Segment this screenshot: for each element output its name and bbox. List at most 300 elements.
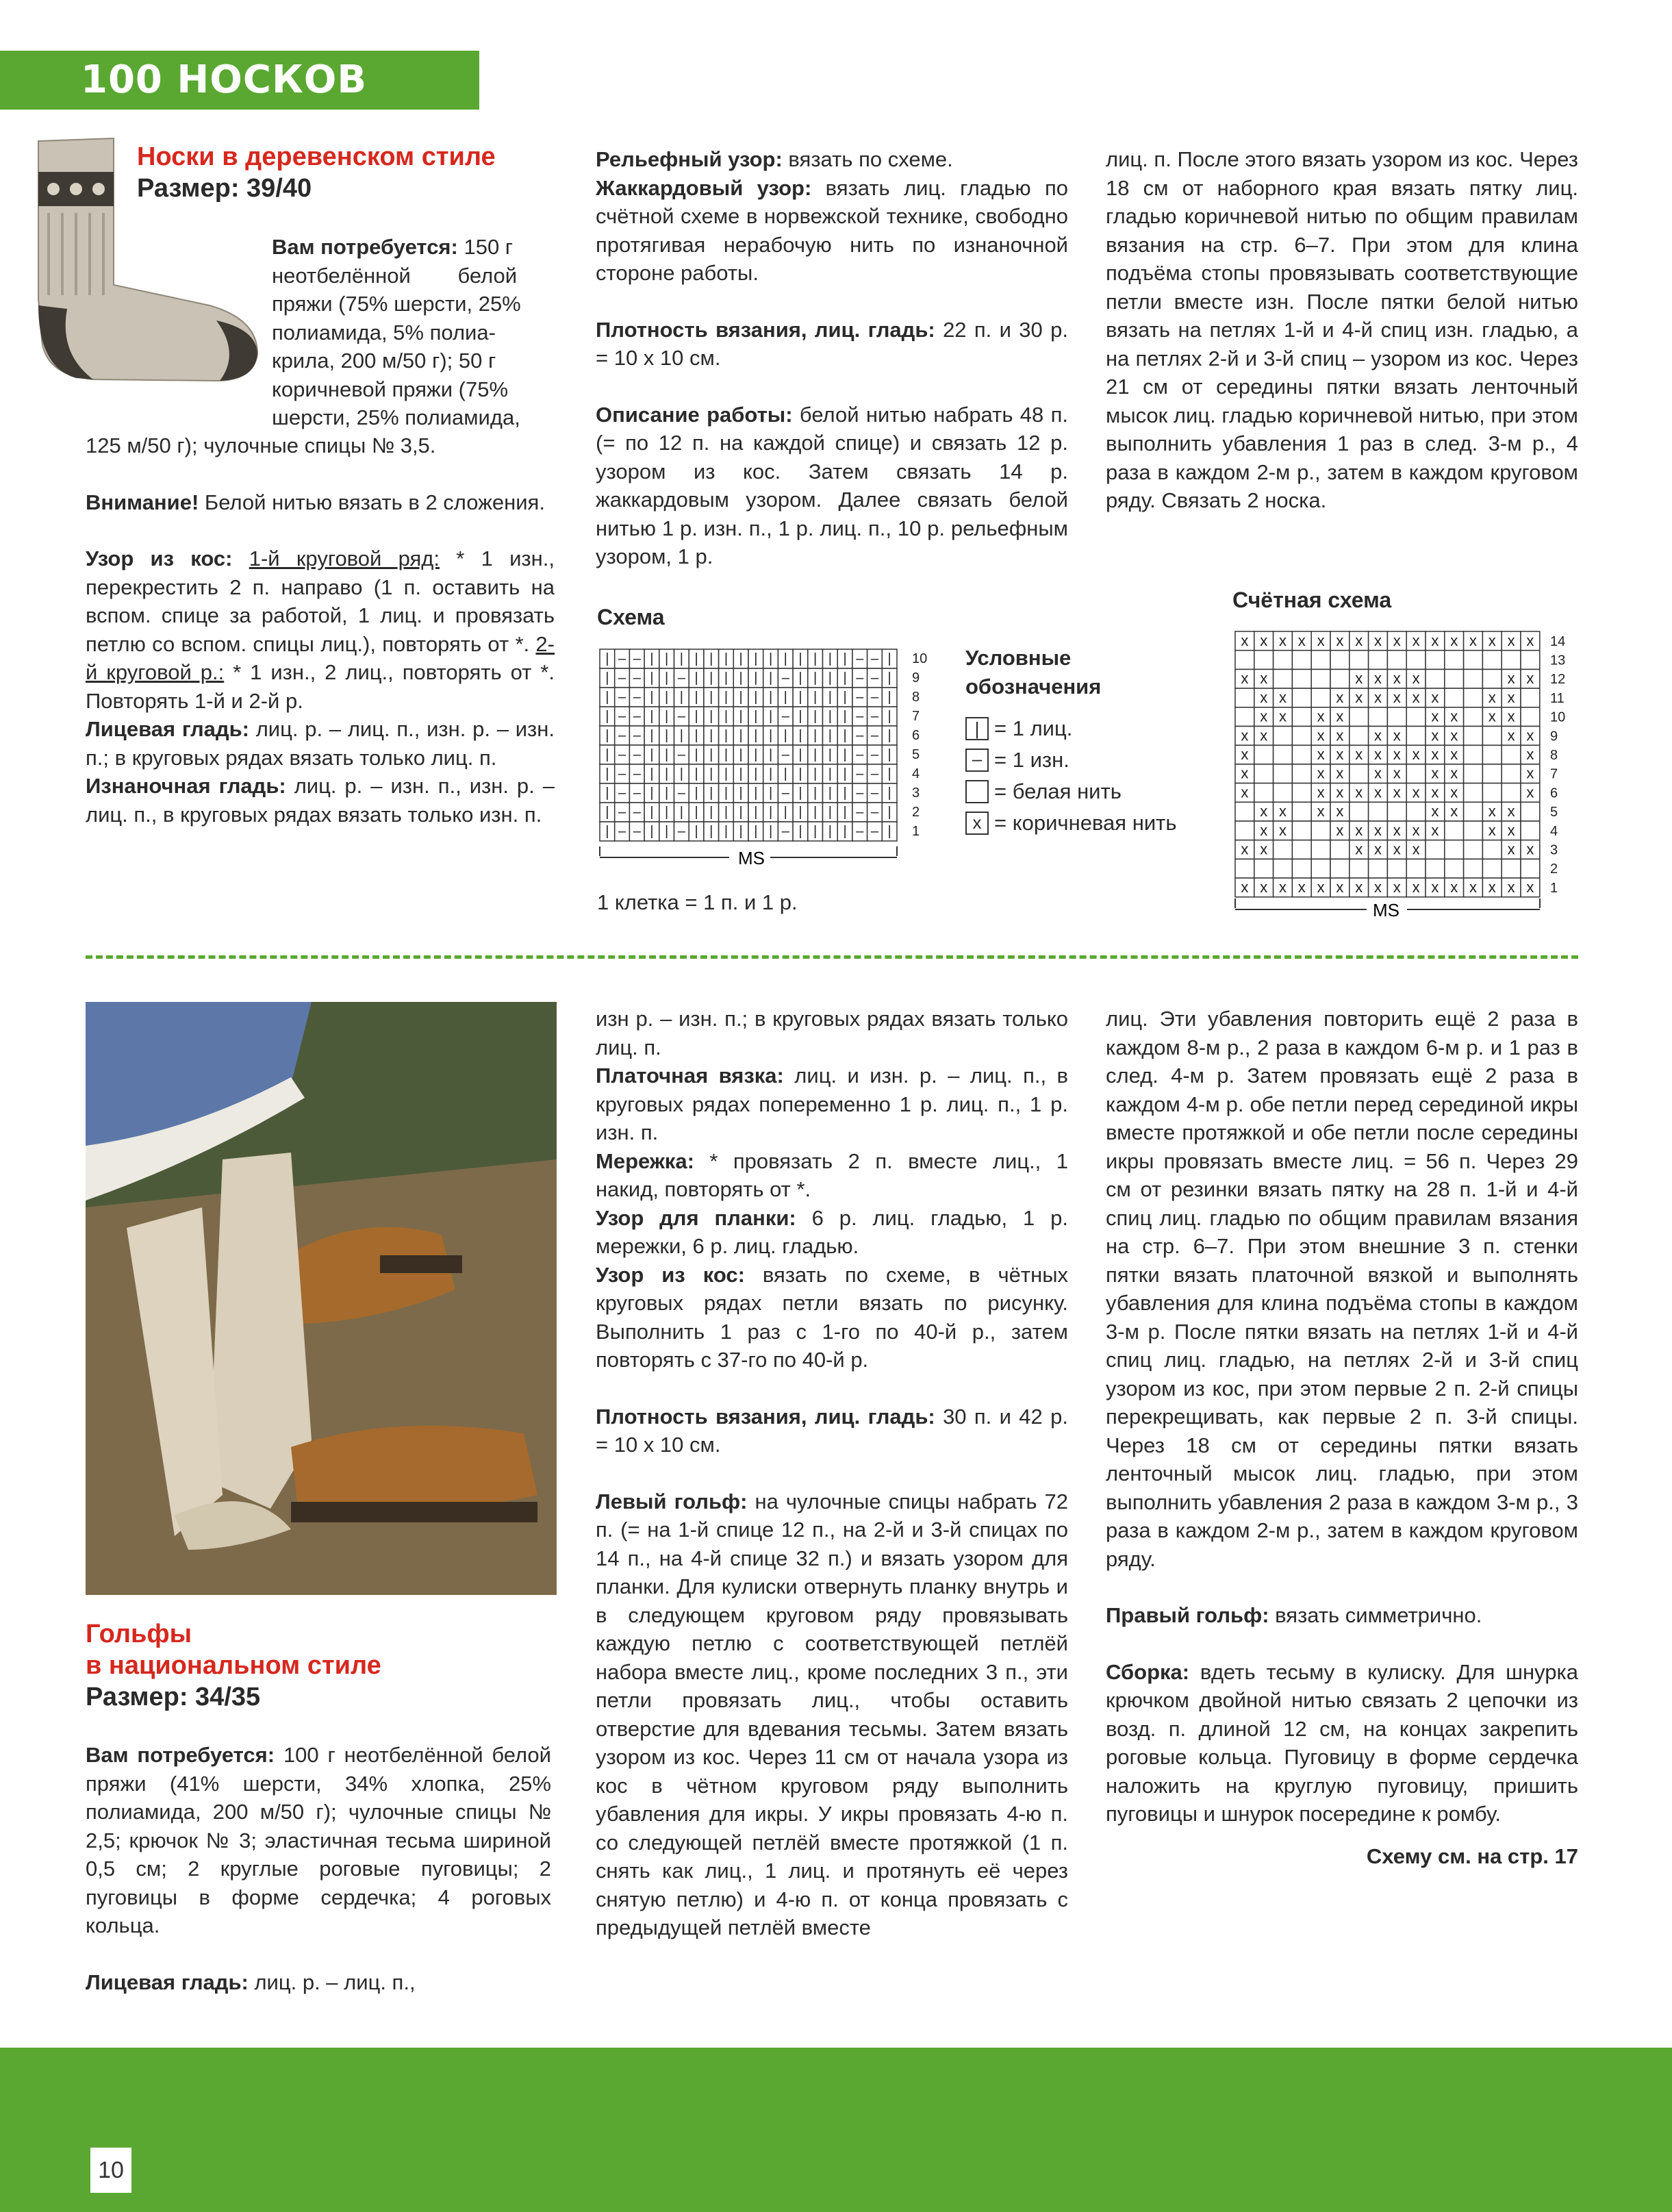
svg-text:|: | xyxy=(887,785,891,801)
svg-text:–: – xyxy=(870,651,879,667)
svg-text:x: x xyxy=(1297,878,1306,896)
svg-text:–: – xyxy=(856,785,864,801)
svg-text:x: x xyxy=(1336,878,1344,896)
svg-text:|: | xyxy=(813,651,818,667)
svg-text:x: x xyxy=(1526,631,1534,649)
svg-text:x: x xyxy=(1241,745,1249,763)
gauge-label: Плотность вязания, лиц. гладь: xyxy=(596,1404,935,1429)
svg-text:–: – xyxy=(856,747,864,763)
cables-row1-text: * 1 изн., перекрестить 2 п. направо (1 п. оставить на вспом. спице за работой, 1 лиц. и провязать петлю со вспом. спицы лиц.), повторять от *. xyxy=(86,546,555,656)
row-number: 1 xyxy=(1550,880,1558,896)
svg-text:x: x xyxy=(1450,764,1458,782)
svg-text:x: x xyxy=(1507,688,1515,706)
svg-text:–: – xyxy=(618,670,626,686)
relief-label: Рельефный узор: xyxy=(596,147,783,171)
svg-text:x: x xyxy=(1355,631,1363,649)
svg-text:|: | xyxy=(665,690,669,705)
scheme-label: Схема xyxy=(597,605,665,629)
svg-text:|: | xyxy=(828,690,832,705)
materials-text: 100 г неотбелённой белой пряжи (41% шерсти, 34% хлопка, 25% полиамида, 200 м/50 г); чулочные спицы № 2,5; крючок № 3; эластичная тесьма шириной 0,5 см; 2 круглые роговые пуговицы; 2 пуговицы в форме сердечка; 4 роговых кольца. xyxy=(86,1743,551,1937)
svg-text:|: | xyxy=(754,805,758,820)
svg-text:|: | xyxy=(650,690,654,705)
materials-line: 125 м/50 г); чулочные спицы № 3,5. xyxy=(86,433,436,457)
svg-text:x: x xyxy=(1526,840,1534,858)
instructions-continued: лиц. п. После этого вязать узором из кос. Через 18 см от наборного края вязать пятку лиц. гладью коричневой нитью по общим правилам вязания на стр. 6–7. При этом для клина подъёма стопы провязывать соответствующие петли вместе изн. После пятки белой нитью вязать на петлях 1-й и 4-й спиц изн. гладью, а на петлях 2-й и 3-й спиц – узором из кос. Через 21 см от середины пятки вязать ленточный мысок лиц. гладью коричневой нитью, при этом выполнить убавления 1 раз в след. 3-м р., 4 раза в каждом 2-м р., затем в каждом круговом ряду. Связать 2 носка. xyxy=(1106,147,1578,512)
article1-materials xyxy=(272,233,556,432)
svg-text:|: | xyxy=(887,651,891,667)
svg-text:|: | xyxy=(709,747,713,763)
svg-text:–: – xyxy=(856,670,864,686)
attention-label: Внимание! xyxy=(86,490,199,514)
svg-text:x: x xyxy=(1507,727,1515,744)
svg-text:x: x xyxy=(1241,878,1249,896)
svg-text:|: | xyxy=(783,805,787,820)
svg-text:x: x xyxy=(1450,631,1458,649)
svg-text:|: | xyxy=(694,728,698,744)
svg-text:x: x xyxy=(1507,878,1515,896)
svg-text:|: | xyxy=(798,709,802,725)
materials-line: крила, 200 м/50 г); 50 г xyxy=(272,349,496,373)
svg-text:|: | xyxy=(605,690,609,705)
svg-text:|: | xyxy=(828,728,832,744)
svg-text:|: | xyxy=(605,651,609,667)
svg-text:x: x xyxy=(1374,688,1382,706)
svg-text:|: | xyxy=(813,824,818,840)
svg-text:|: | xyxy=(843,785,847,801)
svg-text:x: x xyxy=(1526,764,1534,782)
row-number: 12 xyxy=(1550,672,1566,688)
svg-text:–: – xyxy=(856,709,864,725)
svg-text:|: | xyxy=(605,824,609,840)
svg-text:|: | xyxy=(605,728,609,744)
svg-text:x: x xyxy=(1374,764,1382,782)
row-number: 13 xyxy=(1550,653,1566,668)
cell-note: 1 клетка = 1 п. и 1 р. xyxy=(597,890,798,914)
svg-text:x: x xyxy=(1260,707,1268,725)
svg-text:|: | xyxy=(798,728,802,744)
svg-text:–: – xyxy=(618,728,626,744)
relief-row-numbers xyxy=(912,651,927,839)
svg-text:x: x xyxy=(1393,727,1401,744)
svg-text:x: x xyxy=(1412,745,1420,763)
svg-text:x: x xyxy=(1488,878,1496,896)
svg-text:x: x xyxy=(1374,840,1382,858)
svg-text:x: x xyxy=(1431,631,1439,649)
row-number: 4 xyxy=(912,766,920,782)
svg-text:x: x xyxy=(1450,783,1458,801)
row-number: 14 xyxy=(1550,633,1566,649)
svg-text:–: – xyxy=(856,766,864,782)
svg-text:–: – xyxy=(856,728,864,744)
svg-text:|: | xyxy=(843,805,847,820)
svg-text:|: | xyxy=(694,824,698,840)
svg-text:|: | xyxy=(694,766,698,782)
svg-text:x: x xyxy=(1507,707,1515,725)
svg-text:|: | xyxy=(605,670,609,686)
description-text: белой нитью набрать 48 п. (= по 12 п. на каждой спице) и связать 12 р. узором из кос. Затем связать 14 р. жаккардовым узором. Далее связать белой нитью 1 р. изн. п., 1 р. лиц. п., 10 р. рельефным узором, 1 р. xyxy=(596,402,1068,568)
article2-size: Размер: 34/35 xyxy=(86,1683,261,1711)
svg-text:–: – xyxy=(618,747,626,763)
svg-text:x: x xyxy=(1374,727,1382,744)
svg-text:|: | xyxy=(724,824,729,840)
row-number: 7 xyxy=(1550,766,1558,782)
svg-text:x: x xyxy=(1336,783,1344,801)
svg-text:|: | xyxy=(665,824,669,840)
svg-text:|: | xyxy=(887,728,891,744)
svg-text:x: x xyxy=(1393,631,1401,649)
cables-text: вязать по схеме, в чётных круговых рядах петли вязать по рисунку. Выполнить 1 раз с 1-го по 40-й р., затем повторять с 37-го по 40-й р. xyxy=(596,1262,1068,1372)
row-number: 1 xyxy=(912,824,920,840)
svg-text:|: | xyxy=(768,824,773,840)
article1-size: Размер: 39/40 xyxy=(137,174,312,203)
stockinette-label: Лицевая гладь: xyxy=(86,717,249,741)
row-number: 9 xyxy=(1550,729,1558,744)
svg-text:|: | xyxy=(709,728,713,744)
stockinette-label: Лицевая гладь: xyxy=(86,1970,249,1994)
svg-text:|: | xyxy=(798,747,802,763)
count-ms-label: MS xyxy=(1373,900,1399,920)
svg-text:|: | xyxy=(887,747,891,763)
cables-label: Узор из кос: xyxy=(596,1262,745,1287)
svg-text:|: | xyxy=(679,690,683,705)
cables-row2-label: 2-й круговой р.: xyxy=(86,631,555,684)
legend-item-brown xyxy=(965,807,1226,839)
svg-text:|: | xyxy=(739,670,743,686)
svg-text:|: | xyxy=(650,670,654,686)
legend-text: = коричневая нить xyxy=(994,811,1177,835)
svg-text:–: – xyxy=(633,766,641,782)
article1-title: Носки в деревенском стиле xyxy=(137,142,496,171)
svg-text:x: x xyxy=(1260,878,1268,896)
jacquard-text: вязать лиц. гладью по счётной схеме в норвежской технике, свободно протягивая нерабочую нить по изнаночной стороне работы. xyxy=(596,175,1068,285)
svg-text:x: x xyxy=(1336,707,1344,725)
svg-text:|: | xyxy=(650,785,654,801)
svg-text:|: | xyxy=(724,728,729,744)
svg-text:x: x xyxy=(1431,803,1439,820)
stockinette-text: лиц. р. – лиц. п., xyxy=(254,1970,416,1994)
materials-label: Вам потребуется: xyxy=(272,235,458,259)
svg-text:|: | xyxy=(724,651,729,667)
svg-text:x: x xyxy=(1374,631,1382,649)
svg-text:|: | xyxy=(887,824,891,840)
section-banner xyxy=(0,51,479,110)
svg-text:x: x xyxy=(1450,803,1458,820)
instructions-continued: лиц. Эти убавления повторить ещё 2 раза в каждом 8-м р., 2 раза в каждом 6-м р. и 1 раз в след. 4-м р. Затем провязать ещё 2 раза в каждом 4-м р. обе петли перед серединой икры вместе протяжкой и обе петли после середины икры провязать вместе лиц. = 56 п. Через 29 см от резинки вязать пятку на 28 п. 1-й и 4-й спиц лиц. гладью по общим правилам вязания на стр. 6–7. При этом внешние 3 п. стенки пятки вязать платочной вязкой и выполнять убавления для клина подъёма стопы в каждом 3-м р. После пятки вязать на петлях 1-й и 4-й спиц лиц. гладью, на петлях 2-й и 3-й спиц узором из кос, при этом первые 2 п. 2-й спицы перекрещивать, как первые 2 п. 3-й спицы. Через 18 см от середины пятки вязать ленточный мысок лиц. гладью, при этом выполнить убавления 2 раза в каждом 3-м р., 3 раза в каждом 2-м р., затем в каждом круговом ряду. xyxy=(1106,1007,1578,1571)
row-number: 10 xyxy=(1550,709,1566,725)
svg-text:|: | xyxy=(754,670,758,686)
svg-text:|: | xyxy=(768,785,773,801)
materials-line: неотбелённой белой xyxy=(272,263,518,288)
svg-text:x: x xyxy=(1336,821,1344,839)
svg-text:|: | xyxy=(724,670,729,686)
stockinette-text: изн р. – изн. п.; в круговых рядах вязать только лиц. п. xyxy=(596,1007,1068,1059)
row-number: 11 xyxy=(1550,690,1565,706)
svg-text:|: | xyxy=(724,785,729,801)
stockinette-text: лиц. р. – лиц. п., изн. р. – изн. п.; в круговых рядах вязать только лиц. п. xyxy=(86,717,555,770)
cables-label: Узор из кос: xyxy=(86,546,233,570)
svg-text:x: x xyxy=(1393,670,1401,688)
svg-text:|: | xyxy=(887,709,891,725)
count-grid xyxy=(1235,631,1540,897)
svg-text:x: x xyxy=(1507,803,1515,820)
svg-text:|: | xyxy=(768,766,773,782)
svg-text:|: | xyxy=(724,709,729,725)
svg-text:|: | xyxy=(605,709,609,725)
materials-line: полиамида, 5% полиа- xyxy=(272,320,496,344)
svg-text:x: x xyxy=(1431,821,1439,839)
svg-text:|: | xyxy=(709,690,713,705)
svg-text:|: | xyxy=(724,766,729,782)
svg-text:–: – xyxy=(633,805,641,820)
legend xyxy=(965,644,1226,839)
svg-text:|: | xyxy=(828,805,832,820)
svg-text:|: | xyxy=(694,805,698,820)
svg-text:–: – xyxy=(781,670,789,686)
svg-text:|: | xyxy=(813,766,818,782)
svg-text:x: x xyxy=(1355,878,1363,896)
svg-text:x: x xyxy=(1507,670,1515,688)
svg-text:x: x xyxy=(1355,688,1363,706)
svg-text:|: | xyxy=(754,728,758,744)
svg-text:|: | xyxy=(828,785,832,801)
svg-text:–: – xyxy=(633,709,641,725)
svg-text:|: | xyxy=(768,709,773,725)
legend-text: = 1 лиц. xyxy=(994,716,1073,741)
eyelet-label: Мережка: xyxy=(596,1148,694,1173)
svg-text:|: | xyxy=(739,690,743,705)
svg-text:–: – xyxy=(618,805,626,820)
svg-text:x: x xyxy=(1260,688,1268,706)
svg-text:x: x xyxy=(1260,840,1268,858)
svg-text:|: | xyxy=(843,728,847,744)
svg-text:|: | xyxy=(694,651,698,667)
svg-text:–: – xyxy=(633,824,641,840)
placket-label: Узор для планки: xyxy=(596,1205,796,1230)
svg-text:–: – xyxy=(677,709,685,725)
svg-text:|: | xyxy=(739,824,743,840)
svg-text:–: – xyxy=(633,728,641,744)
jacquard-label: Жаккардовый узор: xyxy=(596,175,812,200)
counted-scheme-label: Счётная схема xyxy=(1232,588,1392,612)
svg-text:x: x xyxy=(1526,727,1534,744)
svg-text:|: | xyxy=(813,747,818,763)
svg-text:x: x xyxy=(1393,764,1401,782)
svg-text:|: | xyxy=(665,805,669,820)
attention-text: Белой нитью вязать в 2 сложения. xyxy=(204,490,545,514)
svg-text:x: x xyxy=(1393,878,1401,896)
svg-text:|: | xyxy=(650,747,654,763)
svg-text:|: | xyxy=(843,670,847,686)
row-number: 3 xyxy=(1550,842,1558,858)
assembly-label: Сборка: xyxy=(1106,1659,1190,1684)
svg-text:x: x xyxy=(1317,745,1325,763)
svg-text:–: – xyxy=(618,824,626,840)
row-number: 6 xyxy=(912,728,920,744)
svg-text:|: | xyxy=(783,728,787,744)
knee-socks-photo xyxy=(86,1002,557,1595)
svg-text:|: | xyxy=(709,766,713,782)
svg-text:|: | xyxy=(650,728,654,744)
row-number: 4 xyxy=(1550,823,1558,839)
svg-text:–: – xyxy=(870,824,879,840)
svg-text:|: | xyxy=(709,785,713,801)
legend-item-purl xyxy=(965,744,1226,776)
svg-text:–: – xyxy=(781,709,789,725)
svg-text:x: x xyxy=(1488,631,1496,649)
svg-text:|: | xyxy=(768,690,773,705)
svg-text:|: | xyxy=(665,766,669,782)
svg-text:|: | xyxy=(754,690,758,705)
svg-text:–: – xyxy=(856,651,864,667)
svg-text:x: x xyxy=(1450,727,1458,744)
row-number: 2 xyxy=(912,805,920,820)
row-number: 6 xyxy=(1550,785,1558,801)
svg-text:|: | xyxy=(694,785,698,801)
svg-text:|: | xyxy=(768,670,773,686)
svg-text:|: | xyxy=(843,690,847,705)
svg-text:x: x xyxy=(1336,727,1344,744)
svg-text:–: – xyxy=(781,785,789,801)
svg-text:x: x xyxy=(1355,821,1363,839)
svg-text:–: – xyxy=(618,785,626,801)
banner-title: 100 НОСКОВ xyxy=(81,58,368,102)
row-number: 8 xyxy=(1550,747,1558,763)
svg-text:x: x xyxy=(1355,670,1363,688)
svg-text:x: x xyxy=(1431,764,1439,782)
svg-text:–: – xyxy=(618,651,626,667)
svg-text:|: | xyxy=(768,728,773,744)
svg-text:x: x xyxy=(1241,727,1249,744)
svg-text:|: | xyxy=(679,805,683,820)
svg-text:–: – xyxy=(856,805,864,820)
svg-text:–: – xyxy=(633,785,641,801)
svg-text:–: – xyxy=(677,785,685,801)
svg-text:|: | xyxy=(798,824,802,840)
svg-text:x: x xyxy=(1336,764,1344,782)
svg-text:x: x xyxy=(1412,783,1420,801)
gauge-text: 22 п. и 30 р. = 10 х 10 см. xyxy=(596,317,1068,370)
svg-text:x: x xyxy=(1488,821,1496,839)
svg-text:|: | xyxy=(798,805,802,820)
materials-line: шерсти, 25% полиамида, xyxy=(272,405,520,429)
svg-text:x: x xyxy=(1412,670,1420,688)
svg-text:x: x xyxy=(1355,783,1363,801)
svg-text:|: | xyxy=(679,766,683,782)
svg-text:|: | xyxy=(828,670,832,686)
row-number: 7 xyxy=(912,709,920,725)
svg-text:|: | xyxy=(798,785,802,801)
reverse-stockinette-text: лиц. р. – изн. п., изн. р. – лиц. п., в круговых рядах вязать только изн. п. xyxy=(86,774,555,827)
svg-text:–: – xyxy=(633,670,641,686)
article2-title: Гольфы xyxy=(86,1620,192,1648)
svg-text:x: x xyxy=(1374,783,1382,801)
legend-title: Условные xyxy=(965,646,1072,670)
svg-text:|: | xyxy=(665,785,669,801)
svg-text:|: | xyxy=(739,747,743,763)
svg-text:–: – xyxy=(870,690,879,705)
svg-text:–: – xyxy=(618,709,626,725)
svg-text:|: | xyxy=(783,690,787,705)
svg-text:|: | xyxy=(754,824,758,840)
svg-text:|: | xyxy=(843,651,847,667)
row-number: 8 xyxy=(912,690,920,705)
svg-text:–: – xyxy=(870,785,879,801)
svg-text:x: x xyxy=(1336,803,1344,820)
counted-chart xyxy=(1232,629,1575,930)
svg-text:x: x xyxy=(1374,821,1382,839)
svg-text:x: x xyxy=(1412,821,1420,839)
svg-text:x: x xyxy=(1469,631,1477,649)
eyelet-text: * провязать 2 п. вместе лиц., 1 накид, повторять от *. xyxy=(596,1148,1068,1201)
svg-text:|: | xyxy=(709,824,713,840)
svg-text:|: | xyxy=(754,785,758,801)
cables-row2-text: * 1 изн., 2 лиц., повторять от *. Повторять 1-й и 2-й р. xyxy=(86,660,555,713)
svg-text:|: | xyxy=(650,766,654,782)
article2-title: в национальном стиле xyxy=(86,1651,381,1680)
svg-text:|: | xyxy=(739,805,743,820)
reverse-stockinette-label: Изнаночная гладь: xyxy=(86,774,286,798)
svg-text:x: x xyxy=(1336,688,1344,706)
row-number: 5 xyxy=(912,747,920,763)
svg-text:x: x xyxy=(1279,878,1287,896)
svg-text:|: | xyxy=(650,709,654,725)
svg-text:–: – xyxy=(870,805,879,820)
svg-text:|: | xyxy=(754,709,758,725)
svg-text:–: – xyxy=(856,824,864,840)
legend-text: = белая нить xyxy=(994,779,1122,804)
svg-text:|: | xyxy=(724,747,729,763)
materials-line: пряжи (75% шерсти, 25% xyxy=(272,292,521,316)
svg-text:x: x xyxy=(1393,840,1401,858)
svg-text:|: | xyxy=(887,690,891,705)
svg-text:|: | xyxy=(724,805,729,820)
svg-text:x: x xyxy=(1412,631,1420,649)
svg-text:x: x xyxy=(1412,688,1420,706)
svg-text:|: | xyxy=(739,728,743,744)
svg-text:x: x xyxy=(1260,821,1268,839)
svg-text:x: x xyxy=(1393,783,1401,801)
svg-text:x: x xyxy=(1526,670,1534,688)
svg-text:x: x xyxy=(1374,878,1382,896)
svg-text:x: x xyxy=(1317,783,1325,801)
svg-text:x: x xyxy=(1507,821,1515,839)
svg-text:x: x xyxy=(1412,840,1420,858)
svg-text:x: x xyxy=(1279,707,1287,725)
svg-text:x: x xyxy=(1336,631,1344,649)
svg-text:x: x xyxy=(1450,878,1458,896)
placket-text: 6 р. лиц. гладью, 1 р. мережки, 6 р. лиц. гладью. xyxy=(596,1205,1068,1258)
svg-text:x: x xyxy=(1260,670,1268,688)
svg-text:|: | xyxy=(828,747,832,763)
right-sock-text: вязать симметрично. xyxy=(1275,1603,1482,1627)
relief-chart xyxy=(596,644,952,877)
svg-text:|: | xyxy=(665,728,669,744)
svg-text:–: – xyxy=(677,747,685,763)
svg-text:–: – xyxy=(856,690,864,705)
legend-text: = 1 изн. xyxy=(994,748,1069,772)
svg-text:|: | xyxy=(768,747,773,763)
svg-text:–: – xyxy=(781,824,789,840)
svg-text:|: | xyxy=(709,670,713,686)
svg-text:|: | xyxy=(783,651,787,667)
gauge-label: Плотность вязания, лиц. гладь: xyxy=(596,317,935,342)
svg-text:x: x xyxy=(1317,878,1325,896)
svg-text:x: x xyxy=(1317,631,1325,649)
svg-text:–: – xyxy=(677,824,685,840)
row-number: 3 xyxy=(912,785,920,801)
page-number: 10 xyxy=(90,2148,131,2193)
svg-text:|: | xyxy=(754,766,758,782)
